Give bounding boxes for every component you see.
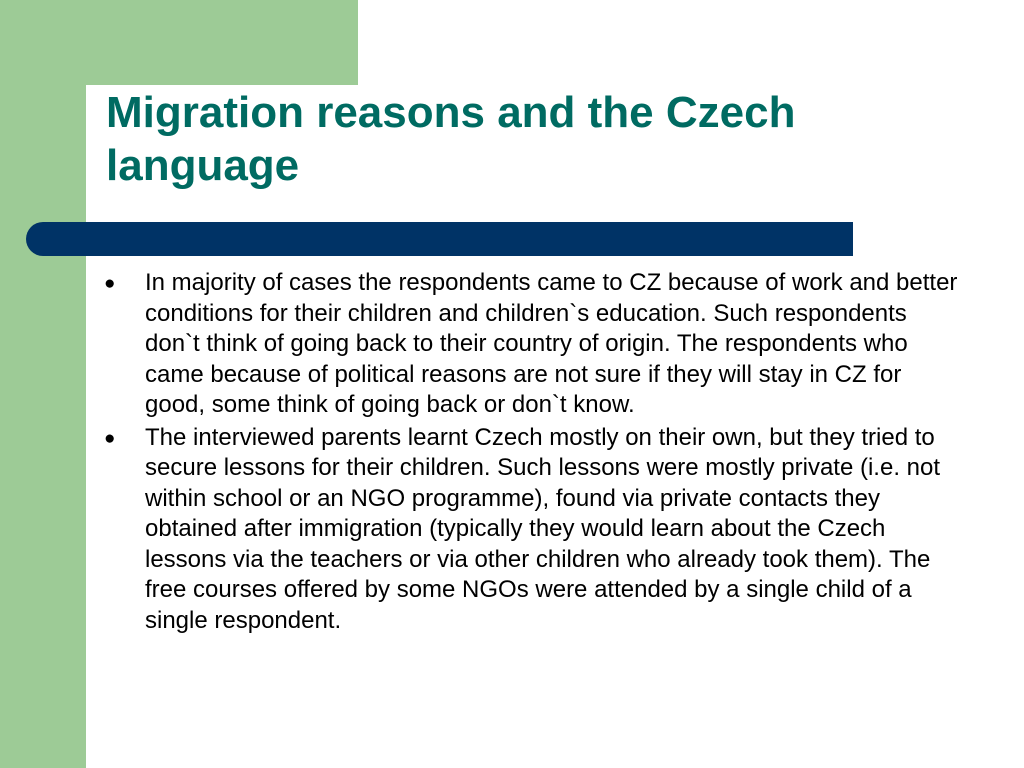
left-green-band [0,0,86,768]
bullet-text: The interviewed parents learnt Czech mostly on their own, but they tried to secure lessons for their children. Such lessons were mostly private (i.e. not within school or an NGO programme), found via private contacts they obtained after immigration (typically they would learn about the Czech lessons via the teachers or via other children who already took them). The free courses offered by some NGOs were attended by a single child of a single respondent. [145,423,941,634]
bullet-item-migration-reasons [104,268,964,421]
top-green-block [0,0,358,85]
bullet-text: In majority of cases the respondents came to CZ because of work and better conditions for their children and children`s education. Such respondents don`t think of going back to their country of origin. The respondents who came because of political reasons are not sure if they will stay in CZ for good, some think of going back or don`t know. [145,269,958,418]
slide-title: Migration reasons and the Czech language [106,88,796,190]
bullet-point-icon: ● [104,273,116,294]
bullet-item-czech-learning [104,423,964,637]
title-divider-bar [26,222,853,256]
bullet-list [104,268,964,638]
bullet-point-icon: ● [104,427,116,449]
